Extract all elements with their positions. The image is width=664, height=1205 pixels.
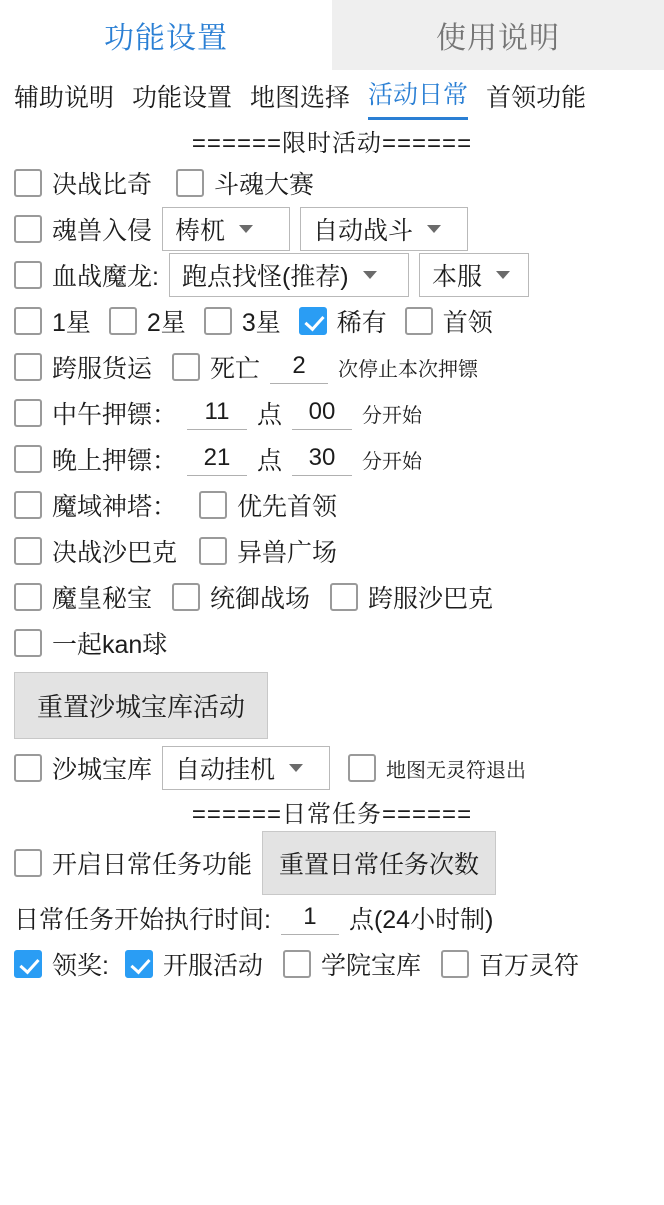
label-yishouguangchang: 异兽广场 bbox=[237, 539, 338, 567]
label-zhongwuyabiao: 中午押镖： bbox=[52, 401, 178, 429]
select-molong-mode[interactable] bbox=[169, 253, 409, 297]
chevron-down-icon bbox=[496, 271, 510, 279]
row-juezhan-douhun bbox=[0, 160, 664, 206]
checkbox-star2[interactable] bbox=[109, 307, 137, 335]
checkbox-xueyuanbaoku[interactable] bbox=[283, 950, 311, 978]
row-xuezhan-molong bbox=[0, 252, 664, 298]
label-lingjiang: 领奖: bbox=[52, 952, 109, 980]
input-night-minute[interactable] bbox=[292, 442, 352, 476]
label-kuafushabake: 跨服沙巴克 bbox=[368, 585, 494, 613]
checkbox-shachengbaoku[interactable] bbox=[14, 754, 42, 782]
row-night-escort bbox=[0, 436, 664, 482]
sub-tab-bar bbox=[0, 70, 664, 120]
limited-activity-header-text: ======限时活动====== bbox=[191, 129, 473, 157]
row-hunshou-invasion bbox=[0, 206, 664, 252]
label-juezhanshabake: 决战沙巴克 bbox=[52, 539, 178, 567]
label-kaiqirichangrenwu: 开启日常任务功能 bbox=[52, 851, 253, 879]
checkbox-juezhanshabake[interactable] bbox=[14, 537, 42, 565]
checkbox-moyushenta[interactable] bbox=[14, 491, 42, 519]
checkbox-yiqikanqiu[interactable] bbox=[14, 629, 42, 657]
label-douhundasai: 斗魂大赛 bbox=[214, 171, 315, 199]
input-noon-minute[interactable] bbox=[292, 396, 352, 430]
select-molong-server-value: 本服 bbox=[431, 263, 482, 291]
checkbox-kuafuhuoyun[interactable] bbox=[14, 353, 42, 381]
label-daily-task-time-suffix: 点(24小时制) bbox=[348, 906, 494, 934]
label-death-count-suffix: 次停止本次押镖 bbox=[338, 358, 479, 381]
label-siwang: 死亡 bbox=[210, 355, 261, 383]
checkbox-kaiqirichangrenwu[interactable] bbox=[14, 849, 42, 877]
label-kaifuhuodong: 开服活动 bbox=[162, 952, 263, 980]
select-hunshou-target-value: 梼杌 bbox=[175, 217, 226, 245]
subtab-map-select-label: 地图选择 bbox=[250, 84, 351, 112]
row-kan-ball bbox=[0, 620, 664, 666]
subtab-activity-daily[interactable] bbox=[368, 75, 468, 120]
label-xuezhanmolong: 血战魔龙: bbox=[52, 263, 159, 291]
row-daily-task-enable bbox=[0, 831, 664, 895]
label-star3: 3星 bbox=[241, 309, 281, 337]
label-night-hour-unit: 点 bbox=[257, 447, 283, 475]
checkbox-douhundasai[interactable] bbox=[176, 169, 204, 197]
chevron-down-icon bbox=[427, 225, 441, 233]
daily-task-header bbox=[0, 791, 664, 831]
label-star2: 2星 bbox=[146, 309, 186, 337]
checkbox-star3[interactable] bbox=[204, 307, 232, 335]
checkbox-ditu-wulingfu-exit[interactable] bbox=[348, 754, 376, 782]
label-hunshourudin: 魂兽入侵 bbox=[52, 217, 153, 245]
row-reset-shacheng bbox=[0, 672, 664, 739]
chevron-down-icon bbox=[239, 225, 253, 233]
label-youxianshouling: 优先首领 bbox=[237, 493, 338, 521]
checkbox-baiwanlingfu[interactable] bbox=[441, 950, 469, 978]
subtab-map-select[interactable] bbox=[250, 78, 350, 120]
label-kuafuhuoyun: 跨服货运 bbox=[52, 355, 153, 383]
label-mohuangmibao: 魔皇秘宝 bbox=[52, 585, 153, 613]
checkbox-yishouguangchang[interactable] bbox=[199, 537, 227, 565]
label-shachengbaoku: 沙城宝库 bbox=[52, 756, 153, 784]
row-daily-task-time bbox=[0, 895, 664, 941]
checkbox-kaifuhuodong[interactable] bbox=[125, 950, 153, 978]
checkbox-star1[interactable] bbox=[14, 307, 42, 335]
input-death-count[interactable] bbox=[270, 350, 328, 384]
chevron-down-icon bbox=[289, 764, 303, 772]
row-claim-rewards bbox=[0, 941, 664, 987]
input-daily-task-hour[interactable] bbox=[281, 901, 339, 935]
limited-activity-header bbox=[0, 120, 664, 160]
checkbox-kuafushabake[interactable] bbox=[330, 583, 358, 611]
label-wanshangyabiao: 晚上押镖： bbox=[52, 447, 178, 475]
checkbox-hunshourudin[interactable] bbox=[14, 215, 42, 243]
row-star-filters bbox=[0, 298, 664, 344]
row-shabake bbox=[0, 528, 664, 574]
checkbox-wanshangyabiao[interactable] bbox=[14, 445, 42, 473]
checkbox-tongyuzhanchang[interactable] bbox=[172, 583, 200, 611]
checkbox-boss[interactable] bbox=[405, 307, 433, 335]
label-rare: 稀有 bbox=[336, 309, 387, 337]
subtab-function-settings[interactable] bbox=[132, 78, 232, 120]
select-hunshou-target[interactable] bbox=[162, 207, 290, 251]
subtab-help-label: 辅助说明 bbox=[14, 84, 115, 112]
label-noon-hour-unit: 点 bbox=[257, 401, 283, 429]
select-hunshou-mode[interactable] bbox=[300, 207, 468, 251]
row-cross-server-freight bbox=[0, 344, 664, 390]
subtab-boss-function[interactable] bbox=[486, 78, 586, 120]
tab-function-settings[interactable] bbox=[0, 0, 332, 70]
label-boss: 首领 bbox=[442, 309, 493, 337]
label-xueyuanbaoku: 学院宝库 bbox=[320, 952, 421, 980]
row-noon-escort bbox=[0, 390, 664, 436]
label-moyushenta: 魔域神塔： bbox=[52, 493, 178, 521]
row-shacheng-baoku bbox=[0, 745, 664, 791]
label-star1: 1星 bbox=[52, 309, 91, 337]
label-tongyuzhanchang: 统御战场 bbox=[210, 585, 311, 613]
subtab-activity-daily-label: 活动日常 bbox=[368, 81, 469, 109]
input-noon-hour[interactable] bbox=[187, 396, 247, 430]
select-molong-mode-value: 跑点找怪(推荐) bbox=[181, 263, 349, 291]
input-night-hour[interactable] bbox=[187, 442, 247, 476]
checkbox-youxianshouling[interactable] bbox=[199, 491, 227, 519]
select-hunshou-mode-value: 自动战斗 bbox=[313, 217, 414, 245]
label-noon-minute-unit: 分开始 bbox=[362, 404, 423, 427]
label-daily-task-time: 日常任务开始执行时间: bbox=[14, 906, 271, 934]
subtab-boss-function-label: 首领功能 bbox=[486, 84, 587, 112]
subtab-function-settings-label: 功能设置 bbox=[132, 84, 233, 112]
checkbox-zhongwuyabiao[interactable] bbox=[14, 399, 42, 427]
select-shacheng-mode[interactable] bbox=[162, 746, 330, 790]
select-shacheng-mode-value: 自动挂机 bbox=[175, 756, 276, 784]
checkbox-mohuangmibao[interactable] bbox=[14, 583, 42, 611]
label-night-minute-unit: 分开始 bbox=[362, 450, 423, 473]
tab-instructions-label: 使用说明 bbox=[436, 22, 560, 55]
row-mohuang-mibao bbox=[0, 574, 664, 620]
daily-task-header-text: ======日常任务====== bbox=[191, 800, 473, 828]
checkbox-juezhanbiqi[interactable] bbox=[14, 169, 42, 197]
label-ditu-wulingfu-exit: 地图无灵符退出 bbox=[386, 759, 527, 782]
label-baiwanlingfu: 百万灵符 bbox=[478, 952, 579, 980]
select-molong-server[interactable] bbox=[419, 253, 529, 297]
checkbox-siwang[interactable] bbox=[172, 353, 200, 381]
tab-function-settings-label: 功能设置 bbox=[104, 22, 228, 55]
checkbox-xuezhanmolong[interactable] bbox=[14, 261, 42, 289]
reset-shacheng-treasury-button[interactable]: 重置沙城宝库活动 bbox=[14, 672, 268, 739]
subtab-help[interactable] bbox=[14, 78, 114, 120]
checkbox-rare[interactable] bbox=[299, 307, 327, 335]
chevron-down-icon bbox=[363, 271, 377, 279]
label-yiqikanqiu: 一起kan球 bbox=[52, 631, 168, 659]
label-juezhanbiqi: 决战比奇 bbox=[52, 171, 153, 199]
reset-daily-task-count-button[interactable]: 重置日常任务次数 bbox=[262, 831, 496, 895]
checkbox-lingjiang[interactable] bbox=[14, 950, 42, 978]
row-moyu-shenta bbox=[0, 482, 664, 528]
tab-instructions[interactable] bbox=[332, 0, 664, 70]
top-tab-bar bbox=[0, 0, 664, 70]
